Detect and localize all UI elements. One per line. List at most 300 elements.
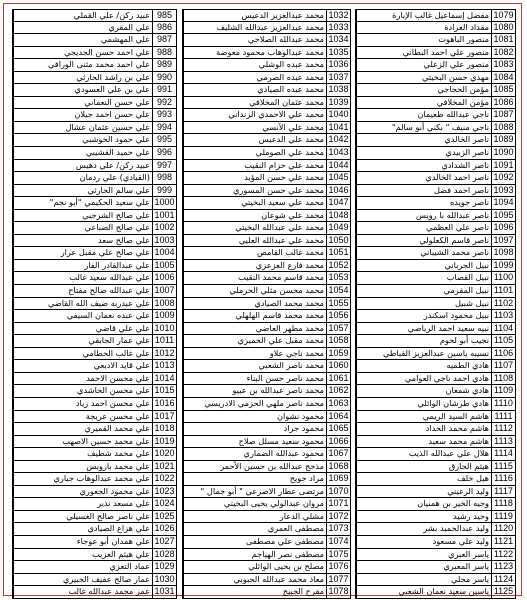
row-name: علي بن علي العسودي (13, 84, 152, 96)
row-name: ناجي عبدالله طعيمان (356, 109, 491, 121)
row-number: 995 (152, 134, 176, 146)
table-row (182, 160, 351, 173)
table-row (182, 486, 351, 499)
row-number: 1104 (491, 323, 515, 335)
row-number: 1125 (491, 586, 515, 598)
row-name: علي عبدربه ضيف الله القاضي (13, 298, 152, 310)
row-name: وليد عبدالحميد بشر (356, 523, 491, 535)
row-name: علي غالب الحطامي (13, 348, 152, 360)
row-number: 1047 (326, 197, 350, 209)
row-number: 1013 (152, 360, 176, 372)
row-number: 1032 (326, 10, 350, 21)
table-row (182, 172, 351, 185)
table-row (182, 97, 351, 110)
table-row (12, 285, 177, 298)
row-number: 1002 (152, 222, 176, 234)
row-number: 1095 (491, 210, 515, 222)
table-row (12, 436, 177, 449)
table-row (12, 586, 177, 599)
table-row (182, 348, 351, 361)
table-row (12, 84, 177, 97)
table-row (182, 323, 351, 336)
row-name: علي عمار الجابقي (13, 335, 152, 347)
table-row (355, 436, 516, 449)
row-number: 1086 (491, 97, 515, 109)
table-row (182, 210, 351, 223)
row-name: ناصر الزبيدي (356, 147, 491, 159)
row-name: علي حسن النعماني (13, 97, 152, 109)
table-row (355, 134, 516, 147)
row-number: 1092 (491, 172, 515, 184)
table-row (182, 47, 351, 60)
row-name: مراد جويح (183, 473, 326, 485)
row-number: 1042 (326, 134, 350, 146)
table-row (355, 574, 516, 587)
row-number: 1023 (152, 486, 176, 498)
row-name: محمد عبده الصرمي (183, 72, 326, 84)
row-number: 998 (152, 172, 176, 184)
row-number: 1081 (491, 34, 515, 46)
row-name: هادي احمد ناجي العوامي (356, 373, 491, 385)
row-name: هيثم الحارق (356, 461, 491, 473)
table-row (355, 34, 516, 47)
table-row (12, 160, 177, 173)
row-number: 1045 (326, 172, 350, 184)
row-number: 987 (152, 34, 176, 46)
row-number: 1088 (491, 122, 515, 134)
table-row (12, 147, 177, 160)
row-number: 1009 (152, 310, 176, 322)
table-row (355, 22, 516, 35)
row-number: 1034 (326, 34, 350, 46)
table-row (355, 411, 516, 424)
row-number: 1005 (152, 260, 176, 272)
table-row (182, 461, 351, 474)
row-name: محمد محمد قاسم الهلهلي (183, 310, 326, 322)
row-number: 1071 (326, 498, 350, 510)
table-row (12, 210, 177, 223)
table-row (12, 511, 177, 524)
row-name: منصور علي الزعلي (356, 59, 491, 71)
row-name: مروان عبدالولي يحيى البخيتي (183, 498, 326, 510)
row-name: نبيل شبيل (356, 298, 491, 310)
row-name: محمد محسن مثلي الحرملي (183, 285, 326, 297)
row-name: علي محسن احمد زياد (13, 398, 152, 410)
table-row (355, 9, 516, 22)
row-number: 1069 (326, 473, 350, 485)
table-row (182, 59, 351, 72)
table-row (182, 423, 351, 436)
table-row (182, 335, 351, 348)
table-row (355, 72, 516, 85)
row-name: ياسر مجلي (356, 574, 491, 586)
row-name: معاذ محمد عبدالله الجبوبي (183, 574, 326, 586)
row-number: 1020 (152, 448, 176, 460)
row-number: 1062 (326, 385, 350, 397)
row-number: 1029 (152, 561, 176, 573)
row-number: 1094 (491, 197, 515, 209)
row-name: محمد عبدالوهاب محمود معوضة (183, 47, 326, 59)
table-row (12, 310, 177, 323)
table-row (12, 360, 177, 373)
table-row (12, 260, 177, 273)
row-name: عبيد ركن/ علي القملي (13, 10, 152, 21)
table-row (182, 22, 351, 35)
row-number: 1067 (326, 448, 350, 460)
row-name: محمد علي سعيد البخيتي (183, 197, 326, 209)
row-name: عماد التعزي (13, 561, 152, 573)
table-row (355, 335, 516, 348)
row-number: 1080 (491, 22, 515, 34)
row-number: 993 (152, 109, 176, 121)
row-number: 1111 (491, 411, 515, 423)
row-name: محمود جراد (183, 423, 326, 435)
row-name: علي عبدالله صالح مقتاح (13, 285, 152, 297)
table-row (182, 134, 351, 147)
row-number: 1123 (491, 561, 515, 573)
row-number: 1079 (491, 10, 515, 21)
row-name: محمد علي عبدالله العليي (183, 235, 326, 247)
table-row (182, 9, 351, 22)
row-name: هلال علي عبدالله الذيب (356, 448, 491, 460)
table-row (182, 385, 351, 398)
row-name: محمد مطهر العاضي (183, 323, 326, 335)
row-number: 1041 (326, 122, 350, 134)
table-row (182, 511, 351, 524)
row-number: 1056 (326, 310, 350, 322)
table-row (355, 473, 516, 486)
row-number: 1096 (491, 222, 515, 234)
row-name: محمد علي شوعان (183, 210, 326, 222)
table-row (355, 323, 516, 336)
row-number: 999 (152, 185, 176, 197)
row-name: وليد الرعيني (356, 486, 491, 498)
row-name: ناصر جويده (356, 197, 491, 209)
table-row (355, 285, 516, 298)
table-row (12, 574, 177, 587)
table-row (355, 147, 516, 160)
table-row (355, 549, 516, 562)
row-name: هاشم السيد الريمي (356, 411, 491, 423)
row-number: 1083 (491, 59, 515, 71)
row-number: 1073 (326, 523, 350, 535)
row-number: 1068 (326, 461, 350, 473)
row-name: علي محمد باروبس (13, 461, 152, 473)
row-number: 1021 (152, 461, 176, 473)
row-name: علي صالح الضباعي (13, 222, 152, 234)
row-number: 1055 (326, 298, 350, 310)
row-name: نبيل محمود اسكندر (356, 310, 491, 322)
row-number: 991 (152, 84, 176, 96)
row-number: 985 (152, 10, 176, 21)
table-row (182, 222, 351, 235)
row-name: مفرح الجبيح (183, 586, 326, 598)
table-row (12, 22, 177, 35)
row-number: 1060 (326, 360, 350, 372)
table-row (182, 536, 351, 549)
row-number: 996 (152, 147, 176, 159)
row-number: 1113 (491, 436, 515, 448)
row-number: 1001 (152, 210, 176, 222)
row-name: محمود نشوان (183, 411, 326, 423)
row-name: وليد علي مسعود (356, 536, 491, 548)
row-name: محمد علي الدعيس (183, 134, 326, 146)
row-name: محمد فارع العزعزي (183, 260, 326, 272)
row-number: 1101 (491, 285, 515, 297)
table-row (355, 348, 516, 361)
row-number: 1018 (152, 423, 176, 435)
table-row (355, 448, 516, 461)
row-name: محمد ناصر عبدالله بن عبيو (183, 385, 326, 397)
table-row (12, 498, 177, 511)
row-name: هيل خلف (356, 473, 491, 485)
row-name: علي قايد الادبعي (13, 360, 152, 372)
row-name: علي صالح الشرجبي (13, 210, 152, 222)
table-row (182, 84, 351, 97)
row-number: 1087 (491, 109, 515, 121)
table-row (182, 411, 351, 424)
row-number: 1082 (491, 47, 515, 59)
row-number: 1090 (491, 147, 515, 159)
row-name: علي علي قاضي (13, 323, 152, 335)
table-row (355, 160, 516, 173)
row-number: 990 (152, 72, 176, 84)
row-name: علي صالح علي مقبل عرار (13, 247, 152, 259)
row-number: 1061 (326, 373, 350, 385)
row-name: ناصر احمد الخالدي (356, 172, 491, 184)
row-name: مصلح بن يحيى الوائلي (183, 561, 326, 573)
table-row (12, 247, 177, 260)
row-number: 1117 (491, 486, 515, 498)
row-name: محمد مقبل علي الحميري (183, 335, 326, 347)
row-name: علي حمود الحوشبي (13, 134, 152, 146)
row-number: 1109 (491, 385, 515, 397)
table-row (12, 122, 177, 135)
row-name: ناصر عبدالله با رويس (356, 210, 491, 222)
table-row (12, 109, 177, 122)
table-row (182, 549, 351, 562)
row-name: مصطفى علي مصطفى (183, 536, 326, 548)
row-number: 1036 (326, 59, 350, 71)
table-row (355, 461, 516, 474)
row-number: 1028 (152, 549, 176, 561)
row-number: 1039 (326, 97, 350, 109)
table-row (355, 360, 516, 373)
row-number: 1072 (326, 511, 350, 523)
row-name: ناصر الشدادي (356, 160, 491, 172)
row-number: 1108 (491, 373, 515, 385)
table-row (355, 185, 516, 198)
row-name: علي محسن الاحمد (13, 373, 152, 385)
table-row (182, 586, 351, 599)
row-name: علي المهشمي (13, 34, 152, 46)
row-number: 1058 (326, 335, 350, 347)
row-name: مقداد العرادة (356, 22, 491, 34)
row-name: علي هيثم العزيب (13, 549, 152, 561)
table-row (182, 360, 351, 373)
row-number: 1110 (491, 398, 515, 410)
table-row (355, 511, 516, 524)
row-name: مشلي الدعار (183, 511, 326, 523)
table-row (12, 9, 177, 22)
row-name: ناصر محمد الشيباني (356, 247, 491, 259)
row-number: 1077 (326, 574, 350, 586)
row-name: وحيد رشيد (356, 511, 491, 523)
row-name: محمد علي الصوملي (183, 147, 326, 159)
row-name: محمد علي حزام النقيب (183, 160, 326, 172)
row-name: نبيل الجرباني (356, 260, 491, 272)
table-row (12, 172, 177, 185)
table-row (12, 59, 177, 72)
table-row (355, 385, 516, 398)
table-row (355, 109, 516, 122)
row-number: 1075 (326, 549, 350, 561)
row-number: 1084 (491, 72, 515, 84)
row-name: منصور الباهوت (356, 34, 491, 46)
table-row (355, 47, 516, 60)
row-name: محمد محمد الصيادي (183, 298, 326, 310)
table-row (12, 298, 177, 311)
table-row (12, 197, 177, 210)
row-number: 1027 (152, 536, 176, 548)
row-number: 992 (152, 97, 176, 109)
table-row (182, 260, 351, 273)
table-row (182, 272, 351, 285)
row-number: 1052 (326, 260, 350, 272)
row-name: محمد علي عبدالله البخيتي (183, 222, 326, 234)
row-name: ياسر المعبري (356, 561, 491, 573)
row-number: 997 (152, 160, 176, 172)
table-row (355, 586, 516, 599)
row-name: علي هزاع الصيادي (13, 523, 152, 535)
table-row (182, 498, 351, 511)
row-number: 1100 (491, 272, 515, 284)
row-number: 1078 (326, 586, 350, 598)
row-name: محمد عبدالعزيز الدعيس (183, 10, 326, 21)
table-row (355, 561, 516, 574)
row-number: 1093 (491, 185, 515, 197)
row-number: 1065 (326, 423, 350, 435)
row-number: 1105 (491, 335, 515, 347)
row-number: 1099 (491, 260, 515, 272)
row-name: محمود سعيد مسلل صلاح (183, 436, 326, 448)
row-name: محمد عبدالله الصلاحي (183, 34, 326, 46)
column-middle (182, 9, 351, 597)
row-number: 1074 (326, 536, 350, 548)
row-name: مصطفى نصر الهياجم (183, 549, 326, 561)
row-number: 1026 (152, 523, 176, 535)
row-number: 1070 (326, 486, 350, 498)
table-row (355, 373, 516, 386)
table-row (182, 523, 351, 536)
table-row (12, 549, 177, 562)
table-row (12, 448, 177, 461)
row-name: محمود عبدالله الضماري (183, 448, 326, 460)
row-name: محمد عثمان المخلافي (183, 97, 326, 109)
table-row (182, 298, 351, 311)
row-name: وجيه الخير بن همنيان (356, 498, 491, 510)
table-row (12, 473, 177, 486)
row-name: (القيادي) علي ردمان (13, 172, 152, 184)
row-name: هاشم محمد الحداد (356, 423, 491, 435)
row-number: 1053 (326, 272, 350, 284)
row-number: 1091 (491, 160, 515, 172)
table-row (182, 473, 351, 486)
row-number: 1118 (491, 498, 515, 510)
row-number: 1006 (152, 272, 176, 284)
table-row (12, 536, 177, 549)
row-number: 1064 (326, 411, 350, 423)
row-name: نبيه سعيد احمد الرياصي (356, 323, 491, 335)
row-number: 1046 (326, 185, 350, 197)
table-row (182, 574, 351, 587)
table-row (12, 47, 177, 60)
row-number: 1059 (326, 348, 350, 360)
table-row (182, 285, 351, 298)
row-name: علي محسن الحاشدي (13, 385, 152, 397)
table-row (12, 335, 177, 348)
table-row (12, 461, 177, 474)
row-number: 1057 (326, 323, 350, 335)
table-row (12, 272, 177, 285)
table-row (12, 235, 177, 248)
row-number: 1122 (491, 549, 515, 561)
row-number: 1017 (152, 411, 176, 423)
row-number: 1048 (326, 210, 350, 222)
table-row (355, 486, 516, 499)
row-number: 1119 (491, 511, 515, 523)
row-number: 1050 (326, 235, 350, 247)
row-name: محمد عبده الوشلي (183, 59, 326, 71)
table-row (355, 122, 516, 135)
table-row (12, 185, 177, 198)
row-name: محمد عبده الصيادي (183, 84, 326, 96)
row-name: علي احمد محمد مثنى الورافي (13, 59, 152, 71)
row-number: 1116 (491, 473, 515, 485)
row-name: علي مسعد نذير (13, 498, 152, 510)
table-row (355, 498, 516, 511)
table-row (355, 398, 516, 411)
table-row (182, 197, 351, 210)
row-number: 1031 (152, 586, 176, 598)
row-number: 1063 (326, 398, 350, 410)
row-name: علي عبدالله سعيد غالب (13, 272, 152, 284)
table-row (12, 72, 177, 85)
row-name: عمار صالح عفيف الجبيري (13, 574, 152, 586)
row-name: علي سعيد الحكيمي "أبو نجم" (13, 197, 152, 209)
row-number: 1107 (491, 360, 515, 372)
table-row (355, 423, 516, 436)
row-name: علي محمد عبدالوهاب جباري (13, 473, 152, 485)
row-number: 1102 (491, 298, 515, 310)
table-row (12, 561, 177, 574)
table-row (12, 373, 177, 386)
row-number: 1114 (491, 448, 515, 460)
row-name: مؤمن الحجاجي (356, 84, 491, 96)
row-name: مصطفى العمري (183, 523, 326, 535)
row-name: مرتضى عطار الاضرعي " أبو جمال " (183, 486, 326, 498)
table-row (182, 185, 351, 198)
row-name: ناجي منيف " بكني أبو سالم" (356, 122, 491, 134)
row-number: 989 (152, 59, 176, 71)
row-number: 1010 (152, 323, 176, 335)
row-number: 1022 (152, 473, 176, 485)
row-number: 1085 (491, 84, 515, 96)
row-number: 1016 (152, 398, 176, 410)
row-number: 1076 (326, 561, 350, 573)
table-row (355, 210, 516, 223)
table-row (355, 197, 516, 210)
